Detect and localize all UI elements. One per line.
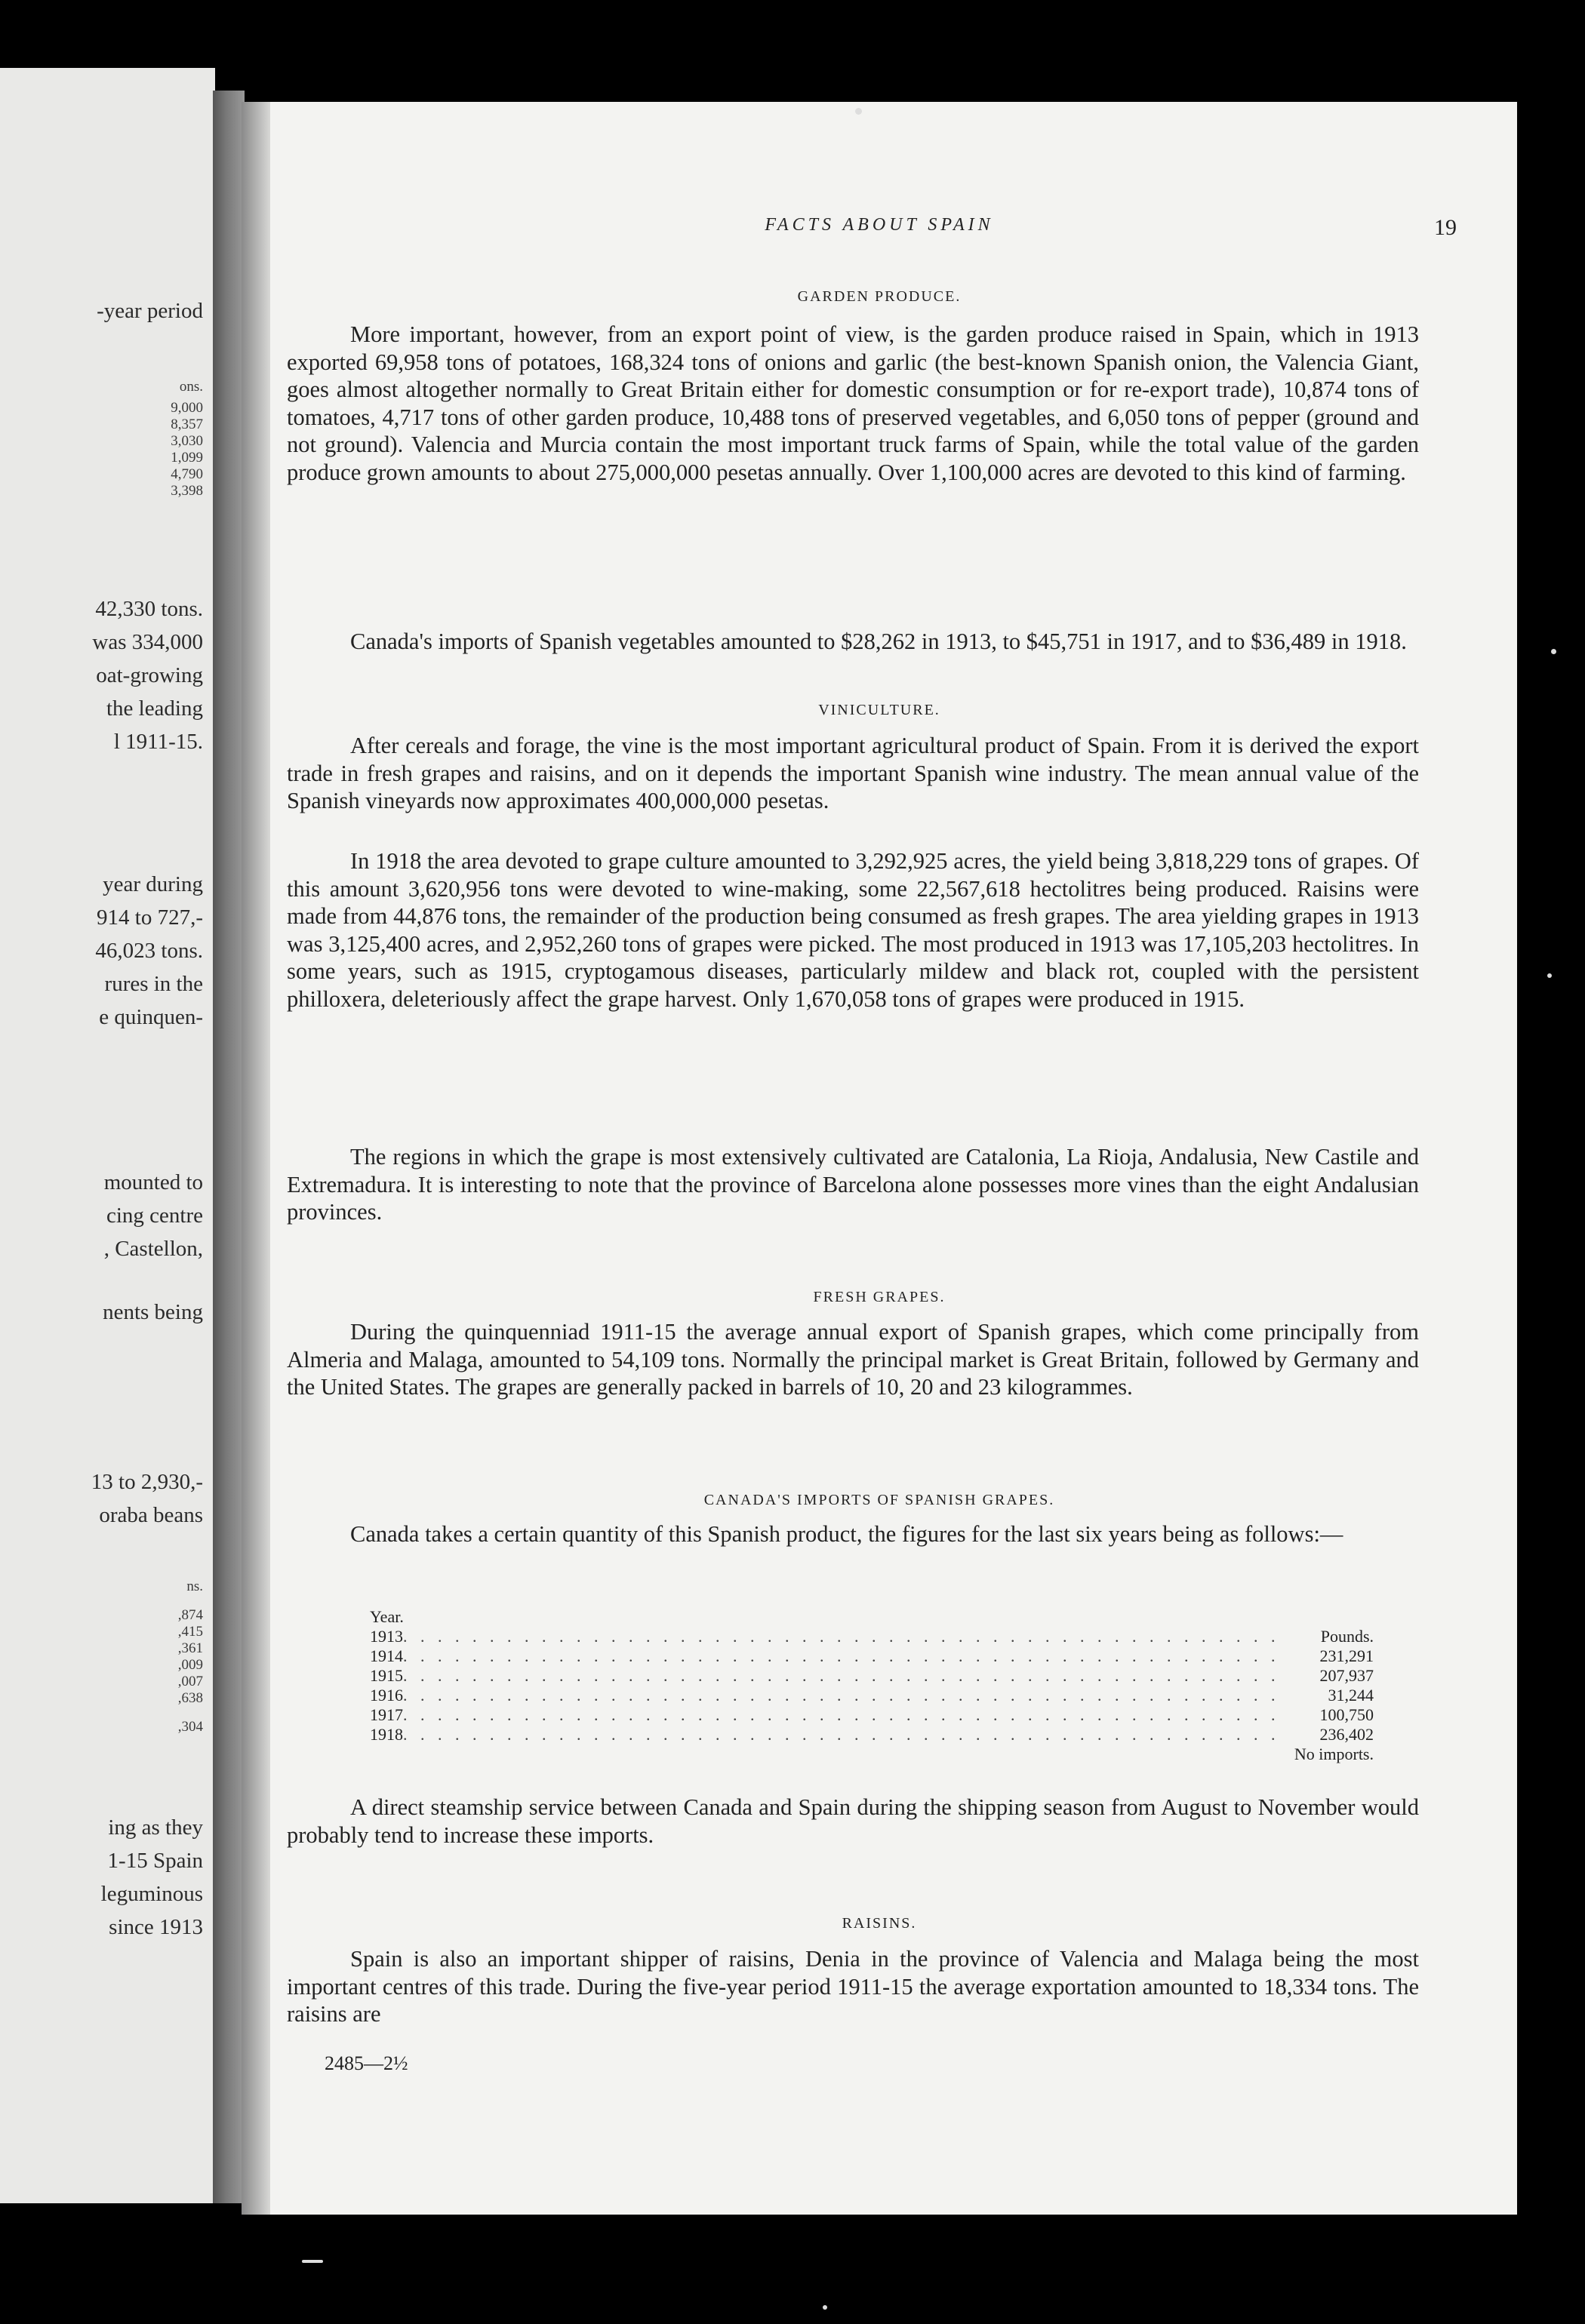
left-fragment: 3,030 xyxy=(171,433,203,449)
section-heading-raisins: RAISINS. xyxy=(842,1915,917,1932)
dot-leader xyxy=(403,1666,1283,1686)
section-heading-canada-imports: CANADA'S IMPORTS OF SPANISH GRAPES. xyxy=(703,1492,1055,1508)
paragraph: After cereals and forage, the vine is the most important agricultural product of Spain. From it is derived the export trade in fresh grapes and raisins, and on it depends the important Spanish wine industry. The mean annual value of the Spanish vineyards now approximates 400,000,000 pesetas. xyxy=(287,733,1419,813)
left-fragment: leguminous xyxy=(100,1882,203,1906)
dot-leader xyxy=(403,1725,1283,1745)
section-heading-fresh-grapes: FRESH GRAPES. xyxy=(813,1289,946,1305)
row-value: No imports. xyxy=(1294,1745,1374,1763)
left-fragment: 9,000 xyxy=(171,400,203,416)
column-header-pounds: Pounds. xyxy=(1320,1627,1374,1646)
left-fragment: 914 to 727,- xyxy=(97,905,203,930)
left-fragment: 4,790 xyxy=(171,466,203,482)
scan-speck xyxy=(1547,973,1552,978)
row-year: 1914 xyxy=(370,1646,403,1665)
left-fragment: 46,023 tons. xyxy=(95,939,203,963)
row-year: 1913 xyxy=(370,1627,403,1646)
left-fragment: rures in the xyxy=(104,972,203,996)
paragraph: Canada's imports of Spanish vegetables amounted to $28,262 in 1913, to $45,751 in 1917, and to $36,489 in 1918. xyxy=(350,629,1407,654)
left-fragment: ,361 xyxy=(177,1640,203,1656)
table-row xyxy=(370,1627,1374,1646)
gutter-shadow xyxy=(242,102,270,2215)
table-row xyxy=(370,1725,1374,1745)
table-row xyxy=(370,1666,1374,1686)
row-year: 1915 xyxy=(370,1666,403,1685)
dot-leader xyxy=(403,1686,1283,1705)
row-value: 100,750 xyxy=(1319,1705,1374,1724)
left-fragment: ing as they xyxy=(108,1815,203,1840)
binding-shadow xyxy=(213,91,245,2203)
table-row xyxy=(370,1705,1374,1725)
paragraph: More important, however, from an export point of view, is the garden produce raised in Spain, which in 1913 exported 69,958 tons of potatoes, 168,324 tons of onions and garlic (the best-known Spanish onion, the Valencia Giant, goes almost altogether normally to Great Britain either for domestic consumption or for re-export trade), 10,874 tons of tomatoes, 4,717 tons of other garden produce, 10,488 tons of preserved vegetables, and 6,050 tons of pepper (ground and not ground). Valencia and Murcia contain the most important truck farms of Spain, while the total value of the garden produce grown amounts to about 275,000,000 pesetas annually. Over 1,100,000 acres are devoted to this kind of farming. xyxy=(287,321,1419,485)
row-year: 1918 xyxy=(370,1725,403,1744)
left-fragment: 13 to 2,930,- xyxy=(91,1470,203,1494)
paragraph: Spain is also an important shipper of raisins, Denia in the province of Valencia and Malaga being the most important centres of this trade. During the five-year period 1911-15 the average exportation amounted to 18,334 tons. The raisins are xyxy=(287,1946,1419,2027)
row-year: 1916 xyxy=(370,1686,403,1705)
left-fragment: cing centre xyxy=(106,1204,203,1228)
row-value: 236,402 xyxy=(1319,1725,1374,1744)
table-header xyxy=(370,1607,1374,1627)
dot-leader xyxy=(403,1646,1283,1666)
left-fragment: e quinquen- xyxy=(99,1005,203,1029)
left-fragment: ,304 xyxy=(177,1719,203,1735)
scan-speck xyxy=(823,2305,827,2310)
left-fragment: was 334,000 xyxy=(92,630,203,654)
left-fragment: ns. xyxy=(186,1579,203,1594)
left-fragment: year during xyxy=(103,872,203,896)
left-fragment: ,415 xyxy=(177,1624,203,1640)
left-fragment: ,638 xyxy=(177,1690,203,1706)
scan-speck xyxy=(302,2260,323,2263)
left-fragment: the leading xyxy=(106,696,203,721)
left-fragment: ,009 xyxy=(177,1657,203,1673)
left-fragment: oat-growing xyxy=(96,663,203,687)
paragraph: During the quinquenniad 1911-15 the average annual export of Spanish grapes, which come principally from Almeria and Malaga, amounted to 54,109 tons. Normally the principal market is Great Britain, followed by Germany and the United States. The grapes are generally packed in barrels of 10, 20 and 23 kilogrammes. xyxy=(287,1319,1419,1400)
left-fragment: mounted to xyxy=(103,1170,203,1194)
running-title: FACTS ABOUT SPAIN xyxy=(765,215,994,235)
left-fragment: l 1911-15. xyxy=(113,730,203,754)
left-fragment: 1-15 Spain xyxy=(107,1849,203,1873)
row-value: 207,937 xyxy=(1319,1666,1374,1685)
left-fragment: oraba beans xyxy=(99,1503,203,1527)
left-fragment: nents being xyxy=(103,1300,203,1324)
left-fragment: , Castellon, xyxy=(103,1237,203,1261)
paragraph: The regions in which the grape is most extensively cultivated are Catalonia, La Rioja, Andalusia, New Castile and Extremadura. It is interesting to note that the province of Barcelona alone possesses more vines than the eight Andalusian provinces. xyxy=(287,1144,1419,1225)
left-fragment: since 1913 xyxy=(109,1915,203,1939)
column-header-year: Year. xyxy=(370,1607,404,1626)
scan-speck xyxy=(1551,649,1556,654)
left-facing-page xyxy=(0,68,215,2203)
left-fragment: 1,099 xyxy=(171,450,203,466)
left-fragment: 3,398 xyxy=(171,483,203,499)
scan-speck xyxy=(855,108,862,115)
table-row xyxy=(370,1686,1374,1705)
paragraph: In 1918 the area devoted to grape culture amounted to 3,292,925 acres, the yield being 3,818,229 tons of grapes. Of this amount 3,620,956 tons were devoted to wine-making, some 22,567,618 hectolitres being produced. Raisins were made from 44,876 tons, the remainder of the production being consumed as fresh grapes. The area yielding grapes in 1913 was 3,125,400 acres, and 2,952,260 tons of grapes were picked. The most produced in 1913 was 17,105,203 hectolitres. In some years, such as 1915, cryptogamous diseases, particularly mildew and black rot, coupled with the persistent philloxera, deleteriously affect the grape harvest. Only 1,670,058 tons of grapes were produced in 1915. xyxy=(287,848,1419,1012)
dot-leader xyxy=(403,1627,1283,1646)
left-fragment: 8,357 xyxy=(171,417,203,432)
table-row xyxy=(370,1646,1374,1666)
paragraph: A direct steamship service between Canada and Spain during the shipping season from August to November would probably tend to increase these imports. xyxy=(287,1794,1419,1848)
row-year: 1917 xyxy=(370,1705,403,1724)
paragraph: Canada takes a certain quantity of this Spanish product, the figures for the last six years being as follows:— xyxy=(350,1521,1343,1547)
row-value: 231,291 xyxy=(1319,1646,1374,1665)
grape-imports-table xyxy=(370,1607,1374,1764)
left-fragment: -year period xyxy=(97,299,203,323)
printer-signature: 2485—2½ xyxy=(325,2052,408,2074)
document-page xyxy=(242,102,1517,2215)
table-row xyxy=(370,1745,1374,1764)
section-heading-viniculture: VINICULTURE. xyxy=(818,702,940,718)
left-fragment: 42,330 tons. xyxy=(95,597,203,621)
page-number: 19 xyxy=(1434,215,1457,240)
row-value: 31,244 xyxy=(1328,1686,1374,1705)
left-fragment: ons. xyxy=(179,379,203,395)
left-fragment: ,874 xyxy=(177,1607,203,1623)
dot-leader xyxy=(403,1705,1283,1725)
section-heading-garden-produce: GARDEN PRODUCE. xyxy=(797,288,962,305)
left-fragment: ,007 xyxy=(177,1674,203,1689)
